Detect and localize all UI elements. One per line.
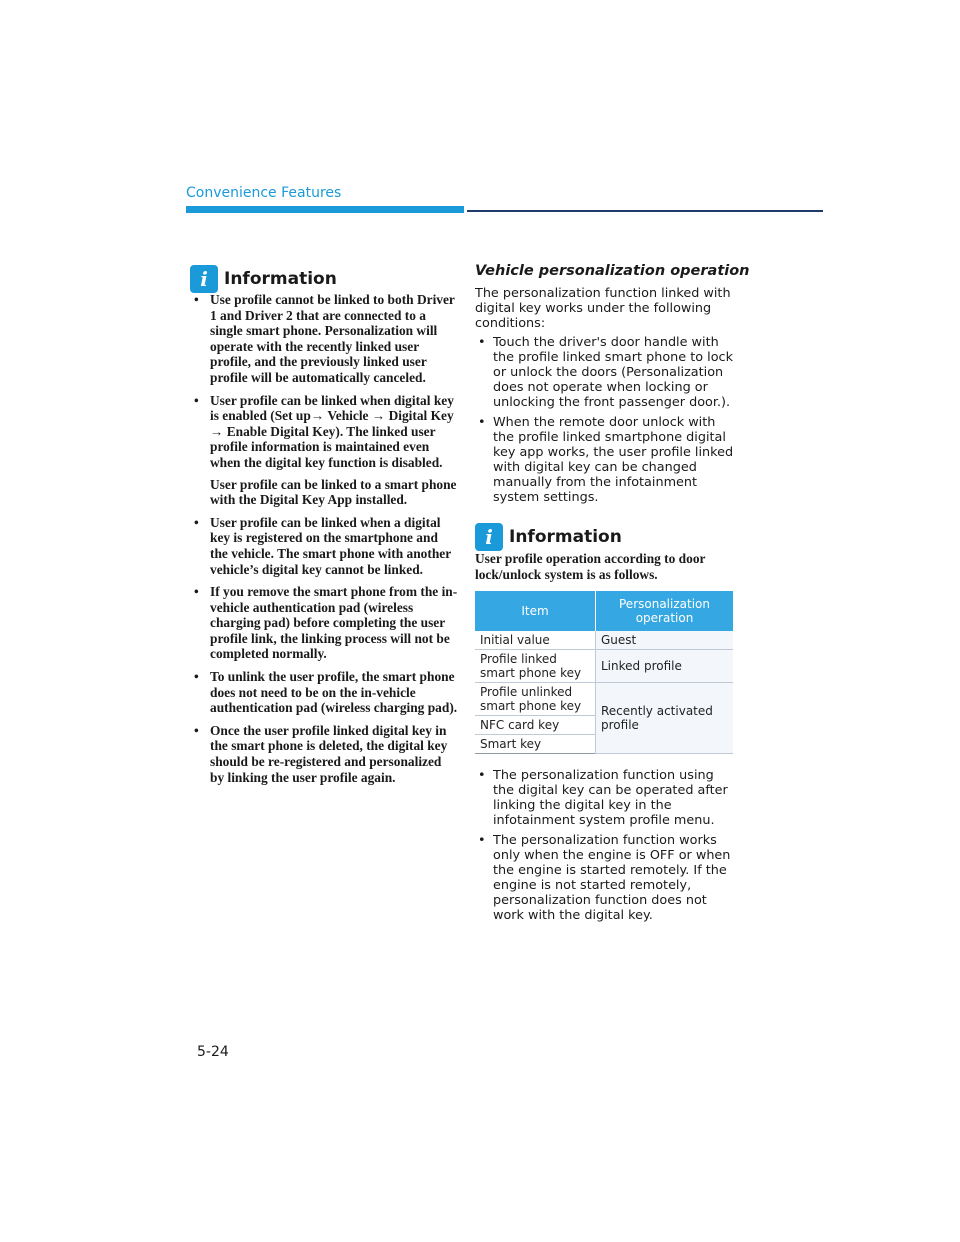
table-cell: NFC card key	[475, 716, 596, 735]
page-number: 5-24	[197, 1044, 229, 1060]
list-item	[190, 292, 458, 386]
table-row	[475, 683, 733, 716]
info-icon: i	[190, 265, 218, 293]
section-title: Vehicle personalization operation	[475, 263, 750, 279]
right-info-heading	[475, 523, 622, 551]
table-cell: Linked profile	[596, 650, 734, 683]
table-row	[475, 631, 733, 650]
table-cell: Profile linked smart phone key	[475, 650, 596, 683]
table-header-item: Item	[475, 591, 596, 631]
info-icon: i	[475, 523, 503, 551]
intro-paragraph: The personalization function linked with digital key works under the following conditions:	[475, 286, 731, 331]
table-cell: Guest	[596, 631, 734, 650]
list-item	[190, 584, 458, 662]
list-item: • When the remote door unlock with the profile linked smartphone digital key app works, the user profile linked with digital key can be changed manually from the infotainment system settings.	[475, 415, 737, 505]
list-item: • Touch the driver's door handle with the profile linked smart phone to lock or unlock the doors (Personalization does not operate when locking or unlocking the front passenger door.).	[475, 335, 737, 410]
profile-operation-table	[475, 591, 733, 754]
table-cell: Profile unlinked smart phone key	[475, 683, 596, 716]
list-item	[190, 393, 458, 508]
table-cell: Recently activated profile	[596, 683, 734, 754]
list-item: • The personalization function works only when the engine is OFF or when the engine is started remotely. If the engine is not started remotely, personalization function does not work with the digital key.	[475, 833, 737, 923]
info-heading-label: Information	[509, 527, 622, 547]
section-header-title: Convenience Features	[186, 185, 342, 201]
left-info-list	[190, 292, 458, 792]
list-item: • The personalization function using the digital key can be operated after linking the digital key in the infotainment system profile menu.	[475, 768, 737, 828]
bullet-text: • User profile can be linked when a digital key is registered on the smartphone and the vehicle. The smart phone with another vehicle’s digital key cannot be linked.	[210, 514, 451, 577]
table-row	[475, 650, 733, 683]
bullet-text: User profile can be linked to a smart phone with the Digital Key App installed.	[210, 476, 457, 508]
table-cell: Initial value	[475, 631, 596, 650]
table-cell: Smart key	[475, 735, 596, 754]
bullet-text: • Use profile cannot be linked to both Driver 1 and Driver 2 that are connected to a single smart phone. Personalization will operate with the recently linked user profile, and the previously linked user profile will be automatically canceled.	[210, 292, 455, 385]
bullet-text: • User profile can be linked when digital key is enabled (Set up→ Vehicle → Digital Key → Enable Digital Key). The linked user profile information is maintained even when the digital key function is disabled.	[210, 392, 454, 470]
header-accent-bar	[186, 206, 464, 213]
info-heading-label: Information	[224, 269, 337, 289]
notes-list	[475, 768, 737, 928]
conditions-list	[475, 335, 737, 510]
info-text: User profile operation according to door lock/unlock system is as follows.	[475, 551, 706, 582]
bullet-text: • To unlink the user profile, the smart phone does not need to be on the in-vehicle authentication pad (wireless charging pad).	[210, 669, 458, 716]
list-item	[190, 515, 458, 577]
table-header-operation: Personalization operation	[596, 591, 734, 631]
header-rule	[467, 210, 823, 212]
list-item	[190, 669, 458, 716]
bullet-text: • Once the user profile linked digital key in the smart phone is deleted, the digital key should be re-registered and personalized by linking the user profile again.	[210, 722, 448, 785]
left-info-heading	[190, 265, 337, 293]
list-item	[190, 723, 458, 785]
table-header-row	[475, 591, 733, 631]
bullet-text: • If you remove the smart phone from the in-vehicle authentication pad (wireless charging pad) before completing the user profile link, the linking process will not be completed normally.	[210, 584, 458, 662]
